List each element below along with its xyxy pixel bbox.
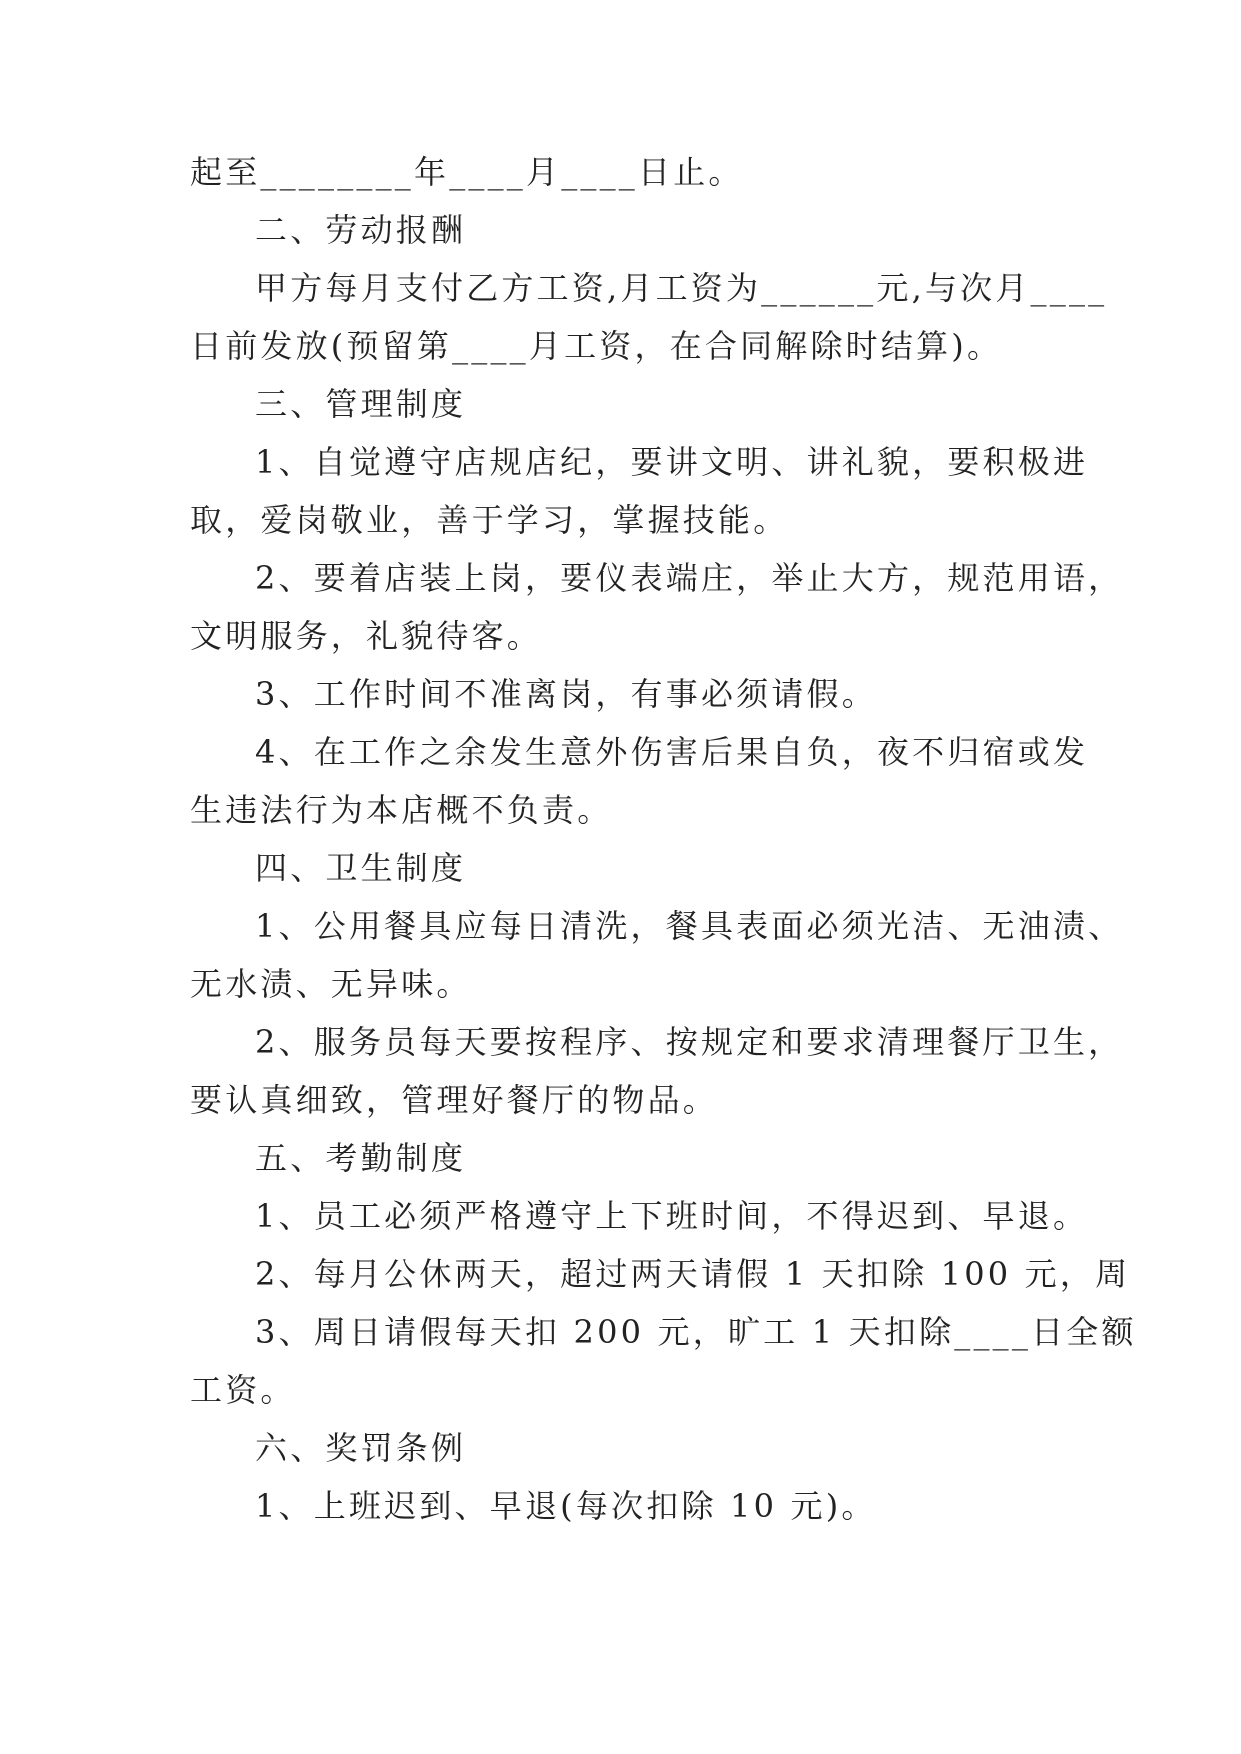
text-line: 取，爱岗敬业，善于学习，掌握技能。 [190, 501, 789, 539]
section-heading: 三、管理制度 [255, 385, 467, 423]
text-line: 文明服务，礼貌待客。 [190, 617, 543, 655]
text-line: 1、上班迟到、早退(每次扣除 10 元)。 [255, 1487, 877, 1525]
section-heading: 六、奖罚条例 [255, 1429, 467, 1467]
text-line: 要认真细致，管理好餐厅的物品。 [190, 1081, 719, 1119]
section-heading: 四、卫生制度 [255, 849, 467, 887]
text-line: 1、自觉遵守店规店纪，要讲文明、讲礼貌，要积极进 [255, 443, 1089, 481]
section-heading: 五、考勤制度 [255, 1139, 467, 1177]
section-heading: 二、劳动报酬 [255, 211, 467, 249]
text-line: 生违法行为本店概不负责。 [190, 791, 613, 829]
text-line: 2、每月公休两天，超过两天请假 1 天扣除 100 元，周 [255, 1255, 1131, 1293]
text-line: 1、员工必须严格遵守上下班时间，不得迟到、早退。 [255, 1197, 1089, 1235]
text-line: 起至________年____月____日止。 [190, 153, 744, 191]
text-line: 1、公用餐具应每日清洗，餐具表面必须光洁、无油渍、 [255, 907, 1124, 945]
text-line: 工资。 [190, 1371, 296, 1409]
text-line: 3、周日请假每天扣 200 元，旷工 1 天扣除____日全额 [255, 1313, 1137, 1351]
text-line: 3、工作时间不准离岗，有事必须请假。 [255, 675, 877, 713]
text-line: 甲方每月支付乙方工资,月工资为______元,与次月____ [255, 269, 1108, 307]
text-line: 2、服务员每天要按程序、按规定和要求清理餐厅卫生， [255, 1023, 1124, 1061]
text-line: 日前发放(预留第____月工资，在合同解除时结算)。 [190, 327, 1003, 365]
text-line: 4、在工作之余发生意外伤害后果自负，夜不归宿或发 [255, 733, 1089, 771]
text-line: 2、要着店装上岗，要仪表端庄，举止大方，规范用语， [255, 559, 1124, 597]
text-line: 无水渍、无异味。 [190, 965, 472, 1003]
